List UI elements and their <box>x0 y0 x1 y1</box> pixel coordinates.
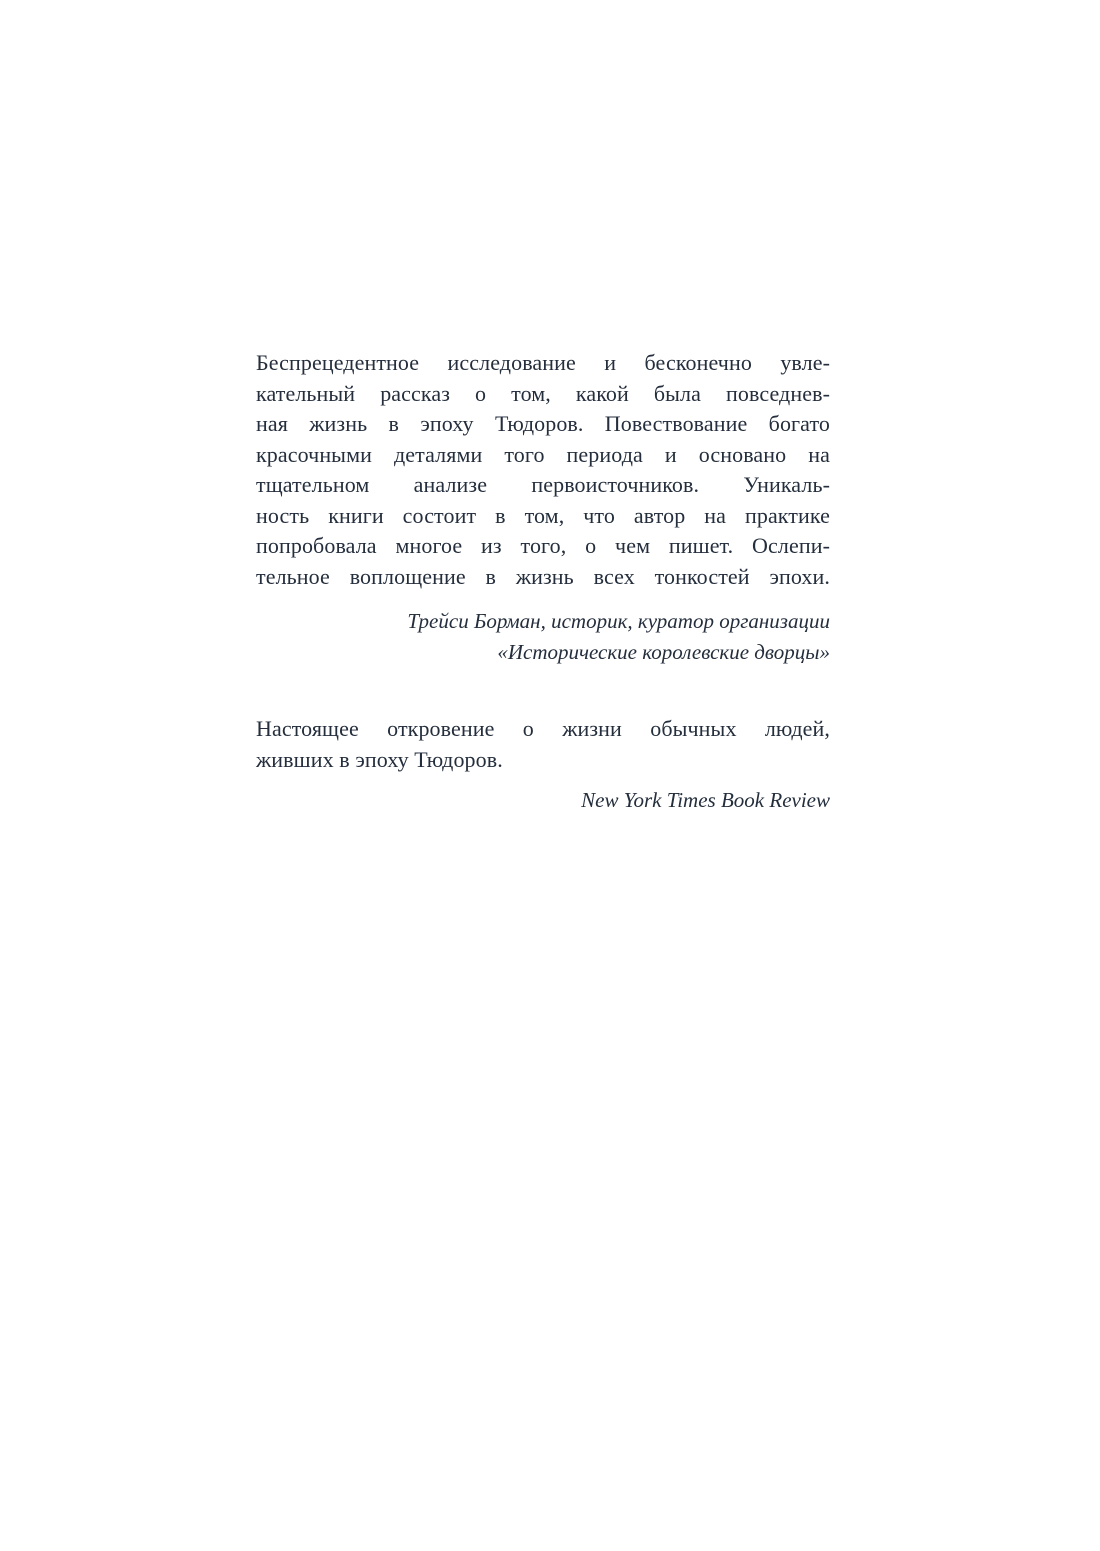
text-line: Беспрецедентное исследование и бесконечно увле- <box>256 350 830 375</box>
review-quote-2 <box>256 714 830 775</box>
text-line: ность книги состоит в том, что автор на практике <box>256 502 830 528</box>
text-line: кательный рассказ о том, какой была повседнев- <box>256 380 830 406</box>
text-line: «Исторические королевские дворцы» <box>497 640 830 664</box>
text-line: тельное воплощение в жизнь всех тонкостей эпохи. <box>256 563 830 589</box>
text-line: живших в эпоху Тюдоров. <box>256 746 503 772</box>
text-line: красочными деталями того периода и основано на <box>256 441 830 467</box>
text-line: Трейси Борман, историк, куратор организации <box>407 609 830 633</box>
text-line: попробовала многое из того, о чем пишет. Ослепи- <box>256 533 830 558</box>
review-quote-1 <box>256 348 830 592</box>
text-line: Настоящее откровение о жизни обычных людей, <box>256 716 830 741</box>
review-quote-1-attribution <box>256 606 830 668</box>
text-line: тщательном анализе первоисточников. Уникаль- <box>256 472 830 497</box>
review-quote-2-attribution: New York Times Book Review <box>581 788 830 812</box>
text-line: ная жизнь в эпоху Тюдоров. Повествование богато <box>256 411 830 436</box>
